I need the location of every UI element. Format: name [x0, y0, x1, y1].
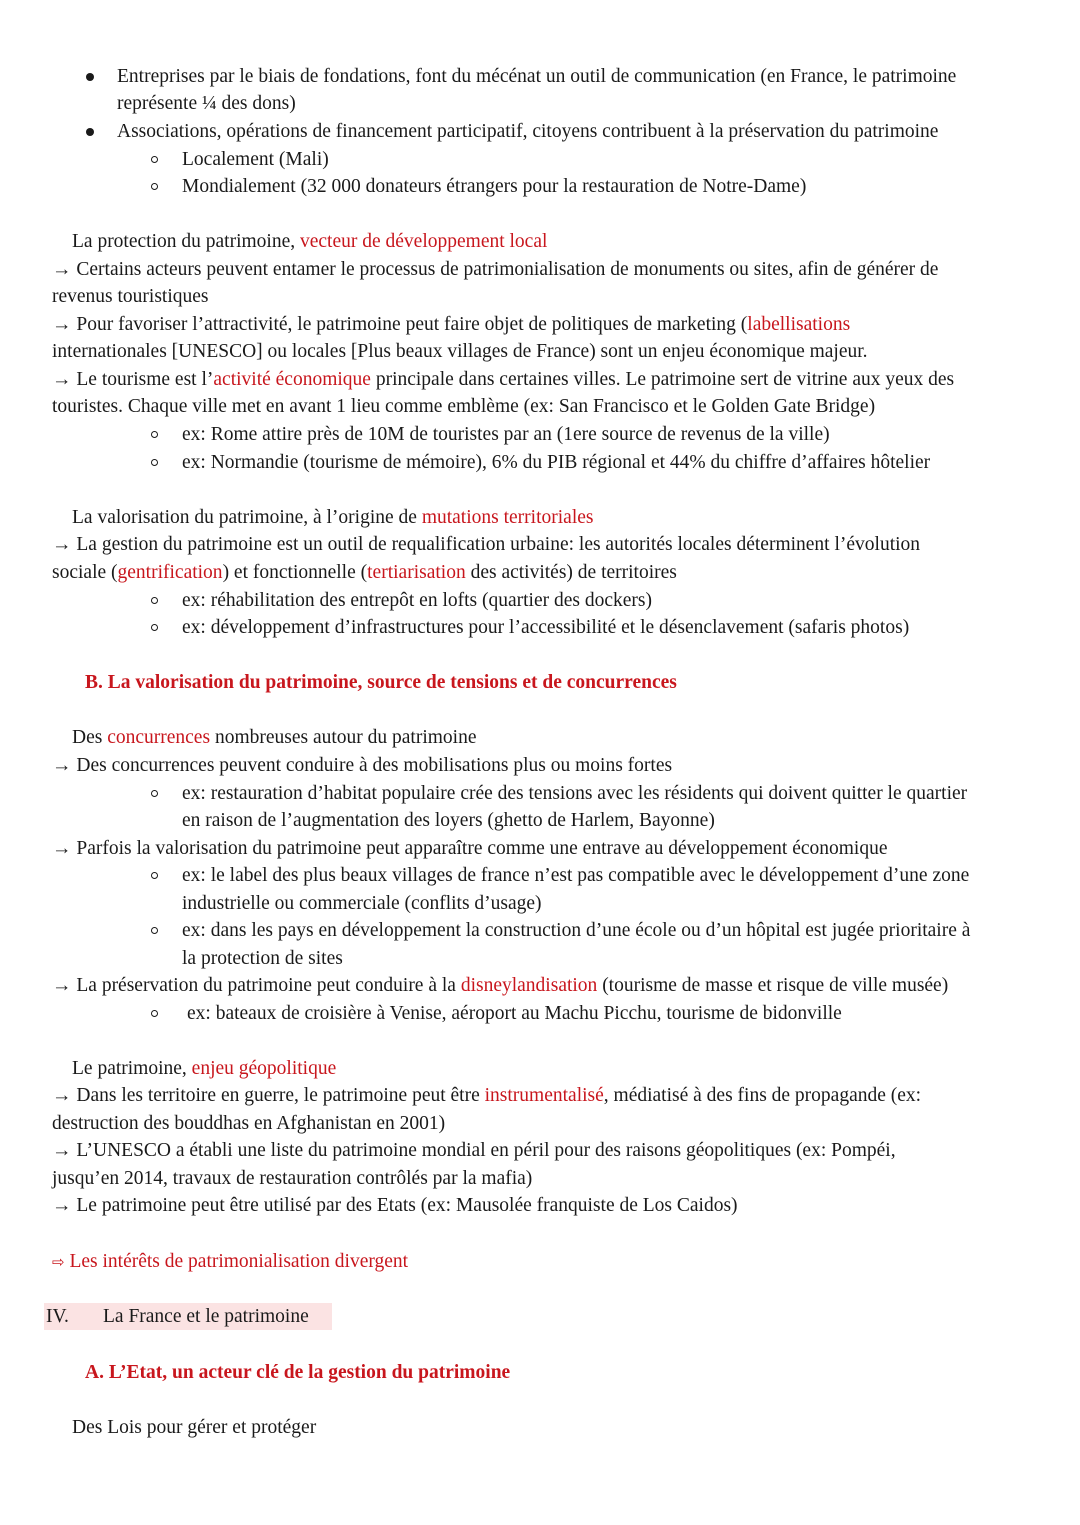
text-span: des activités) de territoires: [465, 562, 677, 583]
keyword-highlight: tertiarisation: [367, 562, 466, 583]
example-line: ex: Normandie (tourisme de mémoire), 6% du PIB régional et 44% du chiffre d’affaires hôtelier: [182, 452, 931, 473]
paragraph-title: [72, 228, 547, 255]
keyword-highlight: concurrences: [107, 727, 211, 748]
paragraph-line: → Des concurrences peuvent conduire à des mobilisations plus ou moins fortes: [52, 755, 673, 776]
title-text: Le patrimoine,: [72, 1058, 192, 1079]
title-text: La valorisation du patrimoine, à l’origine de: [72, 507, 422, 528]
section-b-heading: B. La valorisation du patrimoine, source de tensions et de concurrences: [85, 672, 677, 693]
paragraph-title: Des Lois pour gérer et protéger: [72, 1417, 317, 1438]
keyword-highlight: mutations territoriales: [421, 507, 594, 528]
bullet-dot-icon: [86, 128, 94, 136]
keyword-highlight: labellisations: [747, 314, 851, 335]
paragraph-title: [72, 1055, 336, 1082]
paragraph-line: destruction des bouddhas en Afghanistan en 2001): [52, 1113, 446, 1134]
bullet-circle-icon: [151, 927, 158, 934]
example-line: ex: Rome attire près de 10M de touristes par an (1ere source de revenus de la ville): [182, 424, 830, 445]
example-line: ex: bateaux de croisière à Venise, aéroport au Machu Picchu, tourisme de bidonville: [187, 1003, 842, 1024]
bullet-circle-icon: [151, 790, 158, 797]
bullet-circle-icon: [151, 183, 158, 190]
bullet-circle-icon: [151, 431, 158, 438]
bullet-text: représente ¼ des dons): [117, 93, 296, 114]
paragraph-title: [72, 724, 477, 751]
title-text: nombreuses autour du patrimoine: [210, 727, 477, 748]
example-line: en raison de l’augmentation des loyers (ghetto de Harlem, Bayonne): [182, 810, 715, 831]
conclusion-line: [52, 1248, 408, 1276]
bullet-text: Associations, opérations de financement participatif, citoyens contribuent à la préservation du patrimoine: [117, 121, 939, 142]
example-line: ex: le label des plus beaux villages de france n’est pas compatible avec le développement d’une zone: [182, 865, 970, 886]
text-span: principale dans certaines villes. Le patrimoine sert de vitrine aux yeux des: [370, 369, 955, 390]
paragraph-line: → L’UNESCO a établi une liste du patrimoine mondial en péril pour des raisons géopolitiques (ex: Pompéi,: [52, 1140, 896, 1161]
keyword-highlight: activité économique: [213, 369, 371, 390]
bullet-dot-icon: [86, 73, 94, 81]
paragraph-line: → La gestion du patrimoine est un outil de requalification urbaine: les autorités locales déterminent l’évolution: [52, 534, 921, 555]
paragraph-line: touristes. Chaque ville met en avant 1 lieu comme emblème (ex: San Francisco et le Golden Gate Bridge): [52, 396, 876, 417]
text-span: sociale (: [52, 562, 118, 583]
keyword-highlight: instrumentalisé: [484, 1085, 604, 1106]
paragraph-line: revenus touristiques: [52, 286, 209, 307]
bullet-circle-icon: [151, 872, 158, 879]
keyword-highlight: gentrification: [117, 562, 223, 583]
example-line: ex: restauration d’habitat populaire crée des tensions avec les résidents qui doivent quitter le quartier: [182, 783, 968, 804]
title-text: Des: [72, 727, 108, 748]
bullet-circle-icon: [151, 597, 158, 604]
text-span: → La préservation du patrimoine peut conduire à la: [52, 975, 461, 996]
sub-bullet-text: Localement (Mali): [182, 149, 329, 170]
paragraph-line: [52, 972, 948, 999]
text-span: → Pour favoriser l’attractivité, le patrimoine peut faire objet de politiques de marketing (: [52, 314, 748, 335]
keyword-highlight: disneylandisation: [460, 975, 598, 996]
bullet-text: Entreprises par le biais de fondations, font du mécénat un outil de communication (en France, le patrimoine: [117, 66, 957, 87]
paragraph-line: [52, 559, 677, 586]
paragraph-line: → Parfois la valorisation du patrimoine peut apparaître comme une entrave au développement économique: [52, 838, 888, 859]
text-span: → Le tourisme est l’: [52, 369, 214, 390]
bullet-circle-icon: [151, 459, 158, 466]
paragraph-line: → Le patrimoine peut être utilisé par des Etats (ex: Mausolée franquiste de Los Caidos): [52, 1195, 738, 1216]
example-line: la protection de sites: [182, 948, 343, 969]
example-line: industrielle ou commerciale (conflits d’usage): [182, 893, 542, 914]
paragraph-title: [72, 504, 593, 531]
bullet-circle-icon: [151, 156, 158, 163]
paragraph-line: → Certains acteurs peuvent entamer le processus de patrimonialisation de monuments ou sites, afin de générer de: [52, 259, 939, 280]
text-span: , médiatisé à des fins de propagande (ex:: [603, 1085, 922, 1106]
arrow-icon: ⇨: [52, 1253, 65, 1271]
example-line: ex: développement d’infrastructures pour l’accessibilité et le désenclavement (safaris photos): [182, 617, 910, 638]
sub-bullet-text: Mondialement (32 000 donateurs étrangers pour la restauration de Notre-Dame): [182, 176, 807, 197]
paragraph-line: [52, 1082, 921, 1109]
paragraph-line: internationales [UNESCO] ou locales [Plus beaux villages de France) sont un enjeu économique majeur.: [52, 341, 868, 362]
section-title: La France et le patrimoine: [103, 1306, 309, 1327]
paragraph-line: jusqu’en 2014, travaux de restauration contrôlés par la mafia): [52, 1168, 533, 1189]
bullet-circle-icon: [151, 624, 158, 631]
keyword-highlight: vecteur de développement local: [299, 231, 548, 252]
keyword-highlight: enjeu géopolitique: [191, 1058, 337, 1079]
example-line: ex: réhabilitation des entrepôt en lofts (quartier des dockers): [182, 590, 652, 611]
text-span: (tourisme de masse et risque de ville musée): [597, 975, 949, 996]
paragraph-line: [52, 311, 850, 338]
section-a-heading: A. L’Etat, un acteur clé de la gestion du patrimoine: [85, 1362, 511, 1383]
paragraph-line: [52, 366, 954, 393]
example-line: ex: dans les pays en développement la construction d’une école ou d’un hôpital est jugée prioritaire à: [182, 920, 971, 941]
section-number: IV.: [46, 1306, 69, 1327]
text-span: → Dans les territoire en guerre, le patrimoine peut être: [52, 1085, 485, 1106]
conclusion-text: Les intérêts de patrimonialisation divergent: [69, 1251, 409, 1272]
bullet-circle-icon: [151, 1010, 158, 1017]
title-text: La protection du patrimoine,: [72, 231, 300, 252]
text-span: ) et fonctionnelle (: [222, 562, 368, 583]
section-iv-heading: [44, 1303, 332, 1330]
